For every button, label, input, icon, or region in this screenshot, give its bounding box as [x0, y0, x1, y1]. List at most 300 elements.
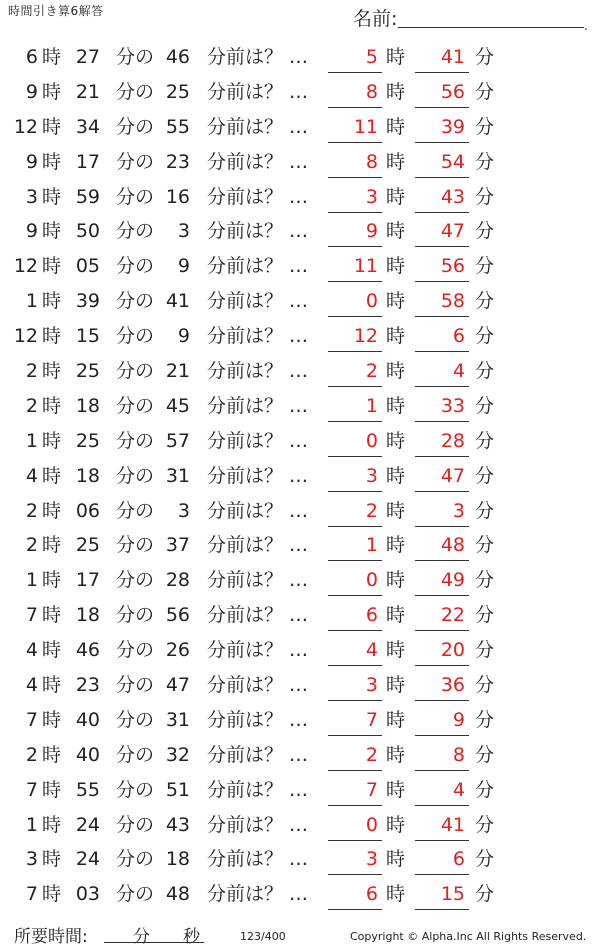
answer-minute-label: 分 — [475, 429, 495, 452]
question-label: 分前は？ … — [207, 534, 309, 557]
answer-hour-label: 時 — [386, 778, 406, 801]
answer-minute-label: 分 — [475, 743, 495, 766]
problem-row — [0, 738, 600, 773]
start-minute: 03 — [75, 883, 100, 906]
problem-row — [0, 40, 600, 75]
minute-of-label: 分の — [116, 220, 155, 243]
subtract-minutes: 31 — [165, 464, 190, 487]
subtract-minutes: 55 — [165, 115, 190, 138]
hour-label: 時 — [42, 674, 62, 697]
answer-minute-underline — [415, 351, 469, 352]
minute-of-label: 分の — [116, 255, 155, 278]
start-minute: 24 — [75, 813, 100, 836]
answer-minute-underline — [415, 840, 469, 841]
question-label: 分前は？ … — [207, 150, 309, 173]
start-minute: 15 — [75, 325, 100, 348]
answer-hour-underline — [328, 281, 382, 282]
start-hour: 4 — [25, 464, 38, 487]
problem-row — [0, 494, 600, 529]
answer-hour-underline — [328, 107, 382, 108]
answer-hour-label: 時 — [386, 290, 406, 313]
start-hour: 1 — [25, 290, 38, 313]
answer-minute-label: 分 — [475, 464, 495, 487]
question-label: 分前は？ … — [207, 464, 309, 487]
answer-hour-label: 時 — [386, 325, 406, 348]
problem-row — [0, 877, 600, 912]
hour-label: 時 — [42, 708, 62, 731]
start-minute: 24 — [75, 848, 100, 871]
start-minute: 23 — [75, 674, 100, 697]
minute-of-label: 分の — [116, 813, 155, 836]
answer-hour-label: 時 — [386, 813, 406, 836]
problem-row — [0, 110, 600, 145]
answer-minute[interactable]: 49 — [440, 569, 465, 592]
problem-row — [0, 773, 600, 808]
answer-minute-label: 分 — [475, 883, 495, 906]
subtract-minutes: 47 — [165, 674, 190, 697]
answer-hour[interactable]: 0 — [365, 813, 378, 836]
answer-hour-label: 時 — [386, 464, 406, 487]
answer-hour[interactable]: 0 — [365, 290, 378, 313]
answer-hour[interactable]: 2 — [365, 499, 378, 522]
hour-label: 時 — [42, 360, 62, 383]
answer-hour[interactable]: 1 — [365, 394, 378, 417]
hour-label: 時 — [42, 325, 62, 348]
start-hour: 7 — [25, 604, 38, 627]
answer-hour[interactable]: 8 — [365, 80, 378, 103]
problem-row — [0, 424, 600, 459]
answer-hour[interactable]: 2 — [365, 743, 378, 766]
hour-label: 時 — [42, 743, 62, 766]
subtract-minutes: 51 — [165, 778, 190, 801]
subtract-minutes: 3 — [177, 220, 190, 243]
start-minute: 18 — [75, 394, 100, 417]
question-label: 分前は？ … — [207, 115, 309, 138]
answer-hour-label: 時 — [386, 883, 406, 906]
minute-of-label: 分の — [116, 499, 155, 522]
start-minute: 39 — [75, 290, 100, 313]
answer-hour-underline — [328, 212, 382, 213]
answer-minute[interactable]: 6 — [452, 848, 465, 871]
hour-label: 時 — [42, 80, 62, 103]
answer-minute[interactable]: 47 — [440, 220, 465, 243]
start-hour: 2 — [25, 534, 38, 557]
problem-row — [0, 284, 600, 319]
answer-minute-underline — [415, 909, 469, 910]
answer-minute-label: 分 — [475, 185, 495, 208]
answer-hour-underline — [328, 735, 382, 736]
start-hour: 2 — [25, 394, 38, 417]
start-hour: 7 — [25, 883, 38, 906]
start-minute: 17 — [75, 569, 100, 592]
answer-minute-underline — [415, 281, 469, 282]
problem-row — [0, 319, 600, 354]
answer-hour-underline — [328, 909, 382, 910]
minute-of-label: 分の — [116, 290, 155, 313]
problem-row — [0, 668, 600, 703]
answer-minute-underline — [415, 526, 469, 527]
question-label: 分前は？ … — [207, 46, 309, 68]
answer-minute-label: 分 — [475, 46, 495, 68]
start-hour: 12 — [13, 255, 38, 278]
start-hour: 3 — [25, 185, 38, 208]
start-minute: 55 — [75, 778, 100, 801]
answer-minute-underline — [415, 735, 469, 736]
answer-hour-underline — [328, 72, 382, 73]
start-hour: 2 — [25, 743, 38, 766]
answer-minute-label: 分 — [475, 848, 495, 871]
hour-label: 時 — [42, 220, 62, 243]
minute-of-label: 分の — [116, 743, 155, 766]
question-label: 分前は？ … — [207, 569, 309, 592]
start-minute: 59 — [75, 185, 100, 208]
start-hour: 9 — [25, 150, 38, 173]
answer-hour-label: 時 — [386, 604, 406, 627]
start-hour: 6 — [25, 46, 38, 68]
subtract-minutes: 45 — [165, 394, 190, 417]
hour-label: 時 — [42, 394, 62, 417]
start-minute: 21 — [75, 80, 100, 103]
answer-minute-underline — [415, 386, 469, 387]
answer-minute-underline — [415, 700, 469, 701]
question-label: 分前は？ … — [207, 255, 309, 278]
answer-hour-label: 時 — [386, 394, 406, 417]
subtract-minutes: 9 — [177, 325, 190, 348]
answer-minute-label: 分 — [475, 325, 495, 348]
answer-minute-underline — [415, 665, 469, 666]
answer-hour[interactable]: 0 — [365, 429, 378, 452]
answer-minute[interactable]: 6 — [452, 325, 465, 348]
answer-minute[interactable]: 48 — [440, 534, 465, 557]
answer-hour[interactable]: 12 — [353, 325, 378, 348]
copyright-text: Copyright © Alpha.Inc All Rights Reserved. — [350, 930, 587, 943]
subtract-minutes: 9 — [177, 255, 190, 278]
answer-hour-underline — [328, 421, 382, 422]
start-minute: 27 — [75, 46, 100, 68]
answer-minute-underline — [415, 491, 469, 492]
hour-label: 時 — [42, 255, 62, 278]
question-label: 分前は？ … — [207, 80, 309, 103]
answer-minute[interactable]: 41 — [440, 813, 465, 836]
answer-minute-label: 分 — [475, 813, 495, 836]
page-number: 123/400 — [240, 930, 286, 943]
subtract-minutes: 43 — [165, 813, 190, 836]
answer-hour[interactable]: 6 — [365, 883, 378, 906]
answer-minute-label: 分 — [475, 708, 495, 731]
answer-hour-underline — [328, 874, 382, 875]
hour-label: 時 — [42, 464, 62, 487]
subtract-minutes: 48 — [165, 883, 190, 906]
question-label: 分前は？ … — [207, 743, 309, 766]
question-label: 分前は？ … — [207, 429, 309, 452]
answer-hour[interactable]: 3 — [365, 674, 378, 697]
minute-of-label: 分の — [116, 534, 155, 557]
time-second-label: 秒 — [183, 927, 200, 947]
start-hour: 2 — [25, 360, 38, 383]
answer-minute[interactable]: 4 — [452, 360, 465, 383]
answer-minute-label: 分 — [475, 290, 495, 313]
question-label: 分前は？ … — [207, 604, 309, 627]
answer-minute-underline — [415, 560, 469, 561]
subtract-minutes: 3 — [177, 499, 190, 522]
start-hour: 4 — [25, 639, 38, 662]
answer-hour[interactable]: 4 — [365, 639, 378, 662]
hour-label: 時 — [42, 569, 62, 592]
answer-minute-underline — [415, 177, 469, 178]
minute-of-label: 分の — [116, 115, 155, 138]
start-minute: 25 — [75, 429, 100, 452]
answer-minute[interactable]: 28 — [440, 429, 465, 452]
question-label: 分前は？ … — [207, 813, 309, 836]
start-minute: 40 — [75, 708, 100, 731]
hour-label: 時 — [42, 604, 62, 627]
answer-hour[interactable]: 2 — [365, 360, 378, 383]
answer-hour-label: 時 — [386, 848, 406, 871]
subtract-minutes: 21 — [165, 360, 190, 383]
answer-minute[interactable]: 58 — [440, 290, 465, 313]
minute-of-label: 分の — [116, 569, 155, 592]
answer-hour-underline — [328, 491, 382, 492]
answer-hour[interactable]: 5 — [365, 46, 378, 68]
answer-minute-label: 分 — [475, 115, 495, 138]
question-label: 分前は？ … — [207, 325, 309, 348]
answer-minute-label: 分 — [475, 639, 495, 662]
start-minute: 50 — [75, 220, 100, 243]
problem-row — [0, 808, 600, 843]
answer-minute-underline — [415, 595, 469, 596]
answer-minute-underline — [415, 316, 469, 317]
hour-label: 時 — [42, 499, 62, 522]
answer-minute-label: 分 — [475, 499, 495, 522]
answer-minute-label: 分 — [475, 604, 495, 627]
minute-of-label: 分の — [116, 464, 155, 487]
answer-minute-underline — [415, 142, 469, 143]
answer-hour-underline — [328, 560, 382, 561]
answer-minute-underline — [415, 212, 469, 213]
answer-minute-label: 分 — [475, 394, 495, 417]
hour-label: 時 — [42, 290, 62, 313]
start-minute: 40 — [75, 743, 100, 766]
answer-minute[interactable]: 4 — [452, 778, 465, 801]
question-label: 分前は？ … — [207, 185, 309, 208]
answer-hour-underline — [328, 665, 382, 666]
answer-minute[interactable]: 20 — [440, 639, 465, 662]
subtract-minutes: 16 — [165, 185, 190, 208]
start-minute: 18 — [75, 604, 100, 627]
start-hour: 12 — [13, 325, 38, 348]
answer-minute[interactable]: 36 — [440, 674, 465, 697]
answer-minute-underline — [415, 72, 469, 73]
answer-hour-label: 時 — [386, 220, 406, 243]
subtract-minutes: 18 — [165, 848, 190, 871]
answer-hour[interactable]: 3 — [365, 464, 378, 487]
answer-hour-underline — [328, 316, 382, 317]
question-label: 分前は？ … — [207, 848, 309, 871]
answer-minute-underline — [415, 874, 469, 875]
answer-hour-underline — [328, 595, 382, 596]
answer-hour[interactable]: 0 — [365, 569, 378, 592]
problem-row — [0, 563, 600, 598]
question-label: 分前は？ … — [207, 708, 309, 731]
answer-hour[interactable]: 9 — [365, 220, 378, 243]
answer-minute[interactable]: 15 — [440, 883, 465, 906]
answer-hour-underline — [328, 700, 382, 701]
answer-minute[interactable]: 39 — [440, 115, 465, 138]
question-label: 分前は？ … — [207, 639, 309, 662]
answer-minute[interactable]: 43 — [440, 185, 465, 208]
answer-hour-label: 時 — [386, 115, 406, 138]
minute-of-label: 分の — [116, 325, 155, 348]
answer-hour[interactable]: 1 — [365, 534, 378, 557]
hour-label: 時 — [42, 185, 62, 208]
hour-label: 時 — [42, 429, 62, 452]
answer-hour[interactable]: 8 — [365, 150, 378, 173]
problem-row — [0, 528, 600, 563]
problem-row — [0, 633, 600, 668]
answer-hour-underline — [328, 386, 382, 387]
subtract-minutes: 56 — [165, 604, 190, 627]
answer-minute[interactable]: 56 — [440, 255, 465, 278]
minute-of-label: 分の — [116, 848, 155, 871]
answer-hour[interactable]: 11 — [353, 255, 378, 278]
hour-label: 時 — [42, 150, 62, 173]
subtract-minutes: 26 — [165, 639, 190, 662]
answer-hour-underline — [328, 177, 382, 178]
problem-row — [0, 145, 600, 180]
start-hour: 1 — [25, 429, 38, 452]
hour-label: 時 — [42, 534, 62, 557]
answer-hour-label: 時 — [386, 185, 406, 208]
answer-minute[interactable]: 22 — [440, 604, 465, 627]
answer-hour[interactable]: 6 — [365, 604, 378, 627]
start-minute: 25 — [75, 360, 100, 383]
subtract-minutes: 28 — [165, 569, 190, 592]
answer-hour-label: 時 — [386, 46, 406, 68]
answer-hour[interactable]: 3 — [365, 848, 378, 871]
answer-hour-label: 時 — [386, 708, 406, 731]
minute-of-label: 分の — [116, 674, 155, 697]
answer-hour-label: 時 — [386, 534, 406, 557]
answer-minute[interactable]: 54 — [440, 150, 465, 173]
question-label: 分前は？ … — [207, 394, 309, 417]
minute-of-label: 分の — [116, 883, 155, 906]
answer-hour-label: 時 — [386, 80, 406, 103]
answer-hour-underline — [328, 630, 382, 631]
answer-minute-underline — [415, 456, 469, 457]
start-hour: 9 — [25, 220, 38, 243]
answer-hour-label: 時 — [386, 150, 406, 173]
answer-hour-underline — [328, 351, 382, 352]
answer-minute[interactable]: 8 — [452, 743, 465, 766]
answer-hour-underline — [328, 456, 382, 457]
minute-of-label: 分の — [116, 639, 155, 662]
subtract-minutes: 46 — [165, 46, 190, 68]
answer-minute[interactable]: 33 — [440, 394, 465, 417]
answer-hour-underline — [328, 246, 382, 247]
problem-row — [0, 249, 600, 284]
start-hour: 2 — [25, 499, 38, 522]
answer-hour-underline — [328, 770, 382, 771]
answer-minute-label: 分 — [475, 150, 495, 173]
answer-hour-label: 時 — [386, 429, 406, 452]
minute-of-label: 分の — [116, 46, 155, 68]
answer-minute[interactable]: 41 — [440, 46, 465, 68]
answer-hour[interactable]: 7 — [365, 708, 378, 731]
minute-of-label: 分の — [116, 708, 155, 731]
answer-hour-label: 時 — [386, 499, 406, 522]
problem-row — [0, 459, 600, 494]
question-label: 分前は？ … — [207, 220, 309, 243]
subtract-minutes: 37 — [165, 534, 190, 557]
minute-of-label: 分の — [116, 604, 155, 627]
subtract-minutes: 23 — [165, 150, 190, 173]
answer-hour-label: 時 — [386, 674, 406, 697]
subtract-minutes: 57 — [165, 429, 190, 452]
answer-hour-underline — [328, 840, 382, 841]
start-minute: 34 — [75, 115, 100, 138]
minute-of-label: 分の — [116, 80, 155, 103]
answer-minute-label: 分 — [475, 80, 495, 103]
problem-row — [0, 842, 600, 877]
start-hour: 1 — [25, 813, 38, 836]
answer-hour-underline — [328, 142, 382, 143]
question-label: 分前は？ … — [207, 290, 309, 313]
problem-list — [0, 40, 600, 912]
subtract-minutes: 25 — [165, 80, 190, 103]
answer-minute-label: 分 — [475, 674, 495, 697]
answer-minute-underline — [415, 246, 469, 247]
answer-minute-label: 分 — [475, 569, 495, 592]
answer-minute[interactable]: 47 — [440, 464, 465, 487]
answer-minute[interactable]: 3 — [452, 499, 465, 522]
answer-hour-label: 時 — [386, 569, 406, 592]
start-hour: 9 — [25, 80, 38, 103]
minute-of-label: 分の — [116, 394, 155, 417]
question-label: 分前は？ … — [207, 360, 309, 383]
answer-minute-label: 分 — [475, 534, 495, 557]
minute-of-label: 分の — [116, 185, 155, 208]
answer-hour[interactable]: 7 — [365, 778, 378, 801]
start-hour: 3 — [25, 848, 38, 871]
answer-minute[interactable]: 56 — [440, 80, 465, 103]
hour-label: 時 — [42, 848, 62, 871]
answer-minute[interactable]: 9 — [452, 708, 465, 731]
answer-hour[interactable]: 11 — [353, 115, 378, 138]
answer-minute-underline — [415, 421, 469, 422]
problem-row — [0, 75, 600, 110]
answer-minute-label: 分 — [475, 220, 495, 243]
problem-row — [0, 389, 600, 424]
start-minute: 05 — [75, 255, 100, 278]
name-label: 名前: — [353, 8, 398, 30]
answer-hour[interactable]: 3 — [365, 185, 378, 208]
start-hour: 1 — [25, 569, 38, 592]
problem-row — [0, 598, 600, 633]
start-minute: 46 — [75, 639, 100, 662]
minute-of-label: 分の — [116, 150, 155, 173]
start-hour: 4 — [25, 674, 38, 697]
answer-hour-label: 時 — [386, 255, 406, 278]
start-minute: 18 — [75, 464, 100, 487]
hour-label: 時 — [42, 778, 62, 801]
name-dot: . — [584, 19, 588, 33]
minute-of-label: 分の — [116, 778, 155, 801]
name-line[interactable] — [398, 27, 584, 28]
hour-label: 時 — [42, 813, 62, 836]
start-minute: 06 — [75, 499, 100, 522]
start-hour: 7 — [25, 708, 38, 731]
answer-hour-label: 時 — [386, 743, 406, 766]
